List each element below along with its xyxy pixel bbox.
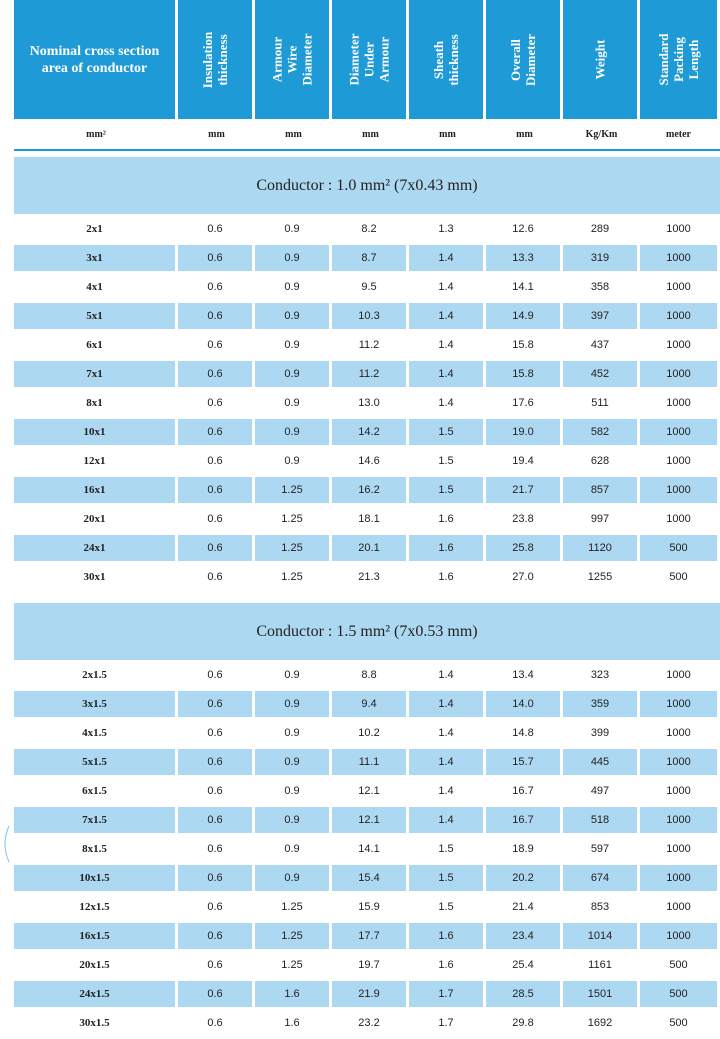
cell-packing-length: 1000: [640, 807, 717, 836]
cell-insulation: 0.6: [178, 662, 255, 691]
cell-armour-wire: 0.9: [255, 720, 332, 749]
cell-packing-length: 500: [640, 981, 717, 1010]
table-row: [14, 564, 720, 593]
cell-dia-under-armour: 12.1: [332, 778, 409, 807]
table-row: [14, 923, 720, 952]
cell-weight: 437: [563, 332, 640, 361]
cell-weight: 582: [563, 419, 640, 448]
section-title: Conductor : 1.5 mm² (7x0.53 mm): [14, 603, 720, 660]
cell-sheath: 1.4: [409, 662, 486, 691]
cell-overall-dia: 14.9: [486, 303, 563, 332]
table-row: [14, 894, 720, 923]
header-label: Armour Wire Diameter: [269, 33, 315, 86]
cell-size: 16x1: [14, 477, 178, 506]
cell-armour-wire: 0.9: [255, 836, 332, 865]
table-row: [14, 662, 720, 691]
header-label: Standard Packing Length: [656, 33, 701, 86]
table-row: [14, 749, 720, 778]
cell-armour-wire: 0.9: [255, 691, 332, 720]
cell-weight: 997: [563, 506, 640, 535]
cell-sheath: 1.7: [409, 1010, 486, 1039]
cell-insulation: 0.6: [178, 720, 255, 749]
cell-overall-dia: 29.8: [486, 1010, 563, 1039]
cell-dia-under-armour: 9.5: [332, 274, 409, 303]
cell-weight: 452: [563, 361, 640, 390]
cell-overall-dia: 16.7: [486, 807, 563, 836]
cell-sheath: 1.5: [409, 477, 486, 506]
cell-dia-under-armour: 14.6: [332, 448, 409, 477]
cell-sheath: 1.4: [409, 303, 486, 332]
header-label: Overall Diameter: [508, 33, 538, 86]
table-row: [14, 952, 720, 981]
table-header: [14, 0, 720, 119]
cell-insulation: 0.6: [178, 952, 255, 981]
unit-label: Kg/Km: [585, 128, 618, 140]
cell-packing-length: 1000: [640, 477, 717, 506]
cell-weight: 674: [563, 865, 640, 894]
cell-packing-length: 1000: [640, 303, 717, 332]
cell-packing-length: 1000: [640, 216, 717, 245]
cell-weight: 399: [563, 720, 640, 749]
cell-insulation: 0.6: [178, 894, 255, 923]
cell-size: 6x1: [14, 332, 178, 361]
cell-sheath: 1.5: [409, 836, 486, 865]
cell-armour-wire: 0.9: [255, 865, 332, 894]
cell-dia-under-armour: 14.2: [332, 419, 409, 448]
table-row: [14, 778, 720, 807]
cell-sheath: 1.4: [409, 749, 486, 778]
cell-size: 3x1: [14, 245, 178, 274]
cell-size: 4x1.5: [14, 720, 178, 749]
cell-size: 2x1.5: [14, 662, 178, 691]
header-label: Nominal cross section area of conductor: [29, 43, 160, 76]
cell-packing-length: 1000: [640, 720, 717, 749]
cell-insulation: 0.6: [178, 981, 255, 1010]
table-row: [14, 807, 720, 836]
cell-armour-wire: 1.25: [255, 923, 332, 952]
cell-sheath: 1.5: [409, 865, 486, 894]
cell-dia-under-armour: 21.9: [332, 981, 409, 1010]
table-row: [14, 448, 720, 477]
cell-armour-wire: 0.9: [255, 807, 332, 836]
cell-dia-under-armour: 15.4: [332, 865, 409, 894]
table-row: [14, 535, 720, 564]
cell-insulation: 0.6: [178, 477, 255, 506]
cell-dia-under-armour: 8.8: [332, 662, 409, 691]
cable-spec-table: [14, 0, 720, 1039]
cell-armour-wire: 0.9: [255, 390, 332, 419]
cell-packing-length: 1000: [640, 419, 717, 448]
cell-insulation: 0.6: [178, 749, 255, 778]
cell-size: 5x1: [14, 303, 178, 332]
cell-armour-wire: 1.25: [255, 477, 332, 506]
cell-overall-dia: 14.1: [486, 274, 563, 303]
units-row: [14, 119, 720, 151]
cell-weight: 518: [563, 807, 640, 836]
cell-packing-length: 1000: [640, 506, 717, 535]
table-row: [14, 720, 720, 749]
cell-sheath: 1.4: [409, 390, 486, 419]
cell-armour-wire: 0.9: [255, 274, 332, 303]
cell-overall-dia: 23.8: [486, 506, 563, 535]
cell-insulation: 0.6: [178, 448, 255, 477]
cell-sheath: 1.4: [409, 361, 486, 390]
cell-size: 12x1.5: [14, 894, 178, 923]
cell-insulation: 0.6: [178, 419, 255, 448]
cell-dia-under-armour: 8.2: [332, 216, 409, 245]
cell-armour-wire: 1.6: [255, 1010, 332, 1039]
cell-weight: 497: [563, 778, 640, 807]
cell-weight: 323: [563, 662, 640, 691]
table-row: [14, 303, 720, 332]
header-label: Diameter Under Armour: [346, 33, 392, 86]
table-row: [14, 477, 720, 506]
cell-packing-length: 1000: [640, 245, 717, 274]
cell-armour-wire: 0.9: [255, 303, 332, 332]
header-overall-diameter: [486, 0, 563, 119]
header-armour-wire-diameter: [255, 0, 332, 119]
cell-insulation: 0.6: [178, 361, 255, 390]
cell-dia-under-armour: 19.7: [332, 952, 409, 981]
header-insulation-thickness: [178, 0, 255, 119]
page-edge-mark: [0, 824, 10, 864]
cell-dia-under-armour: 15.9: [332, 894, 409, 923]
cell-size: 20x1.5: [14, 952, 178, 981]
cell-packing-length: 1000: [640, 691, 717, 720]
cell-armour-wire: 0.9: [255, 749, 332, 778]
cell-sheath: 1.6: [409, 952, 486, 981]
cell-overall-dia: 13.4: [486, 662, 563, 691]
cell-dia-under-armour: 8.7: [332, 245, 409, 274]
cell-sheath: 1.6: [409, 923, 486, 952]
table-row: [14, 865, 720, 894]
header-weight: [563, 0, 640, 119]
cell-dia-under-armour: 13.0: [332, 390, 409, 419]
table-row: [14, 390, 720, 419]
header-label: Sheath thickness: [431, 33, 461, 86]
cell-overall-dia: 18.9: [486, 836, 563, 865]
cell-insulation: 0.6: [178, 807, 255, 836]
cell-overall-dia: 16.7: [486, 778, 563, 807]
table-row: [14, 506, 720, 535]
cell-weight: 1014: [563, 923, 640, 952]
unit-label: mm: [208, 128, 225, 140]
cell-packing-length: 1000: [640, 836, 717, 865]
cell-sheath: 1.5: [409, 448, 486, 477]
cell-dia-under-armour: 11.1: [332, 749, 409, 778]
cell-packing-length: 1000: [640, 923, 717, 952]
cell-packing-length: 1000: [640, 778, 717, 807]
cell-armour-wire: 1.25: [255, 564, 332, 593]
cell-packing-length: 500: [640, 952, 717, 981]
header-sheath-thickness: [409, 0, 486, 119]
table-row: [14, 274, 720, 303]
cell-size: 20x1: [14, 506, 178, 535]
cell-size: 8x1: [14, 390, 178, 419]
cell-overall-dia: 23.4: [486, 923, 563, 952]
cell-insulation: 0.6: [178, 390, 255, 419]
cell-packing-length: 1000: [640, 390, 717, 419]
cell-weight: 1255: [563, 564, 640, 593]
unit-label: mm: [285, 128, 302, 140]
cell-dia-under-armour: 11.2: [332, 332, 409, 361]
cell-sheath: 1.7: [409, 981, 486, 1010]
cell-overall-dia: 14.8: [486, 720, 563, 749]
cell-insulation: 0.6: [178, 506, 255, 535]
cell-dia-under-armour: 10.3: [332, 303, 409, 332]
cell-sheath: 1.4: [409, 778, 486, 807]
cell-packing-length: 500: [640, 535, 717, 564]
cell-insulation: 0.6: [178, 216, 255, 245]
table-row: [14, 981, 720, 1010]
header-nominal-cross-section: [14, 0, 178, 119]
cell-dia-under-armour: 17.7: [332, 923, 409, 952]
cell-overall-dia: 27.0: [486, 564, 563, 593]
cell-insulation: 0.6: [178, 691, 255, 720]
cell-armour-wire: 1.6: [255, 981, 332, 1010]
table-row: [14, 1010, 720, 1039]
cell-insulation: 0.6: [178, 245, 255, 274]
header-label: Weight: [592, 39, 608, 80]
table-row: [14, 836, 720, 865]
cell-sheath: 1.5: [409, 894, 486, 923]
cell-insulation: 0.6: [178, 923, 255, 952]
cell-armour-wire: 0.9: [255, 361, 332, 390]
cell-sheath: 1.6: [409, 564, 486, 593]
cell-overall-dia: 13.3: [486, 245, 563, 274]
cell-size: 3x1.5: [14, 691, 178, 720]
cell-packing-length: 1000: [640, 749, 717, 778]
cell-armour-wire: 0.9: [255, 419, 332, 448]
cell-weight: 289: [563, 216, 640, 245]
cell-packing-length: 1000: [640, 894, 717, 923]
cell-sheath: 1.4: [409, 720, 486, 749]
cell-dia-under-armour: 12.1: [332, 807, 409, 836]
cell-insulation: 0.6: [178, 274, 255, 303]
cell-weight: 1120: [563, 535, 640, 564]
cell-size: 24x1.5: [14, 981, 178, 1010]
cell-packing-length: 500: [640, 564, 717, 593]
cell-overall-dia: 15.7: [486, 749, 563, 778]
cell-dia-under-armour: 18.1: [332, 506, 409, 535]
cell-sheath: 1.4: [409, 807, 486, 836]
cell-dia-under-armour: 16.2: [332, 477, 409, 506]
cell-weight: 597: [563, 836, 640, 865]
cell-packing-length: 500: [640, 1010, 717, 1039]
cell-weight: 319: [563, 245, 640, 274]
cell-insulation: 0.6: [178, 836, 255, 865]
cell-packing-length: 1000: [640, 332, 717, 361]
cell-overall-dia: 21.7: [486, 477, 563, 506]
cell-weight: 857: [563, 477, 640, 506]
cell-overall-dia: 28.5: [486, 981, 563, 1010]
cell-insulation: 0.6: [178, 303, 255, 332]
cell-packing-length: 1000: [640, 865, 717, 894]
cell-armour-wire: 0.9: [255, 216, 332, 245]
cell-packing-length: 1000: [640, 274, 717, 303]
cell-armour-wire: 0.9: [255, 245, 332, 274]
table-row: [14, 691, 720, 720]
cell-dia-under-armour: 10.2: [332, 720, 409, 749]
cell-packing-length: 1000: [640, 361, 717, 390]
cell-armour-wire: 1.25: [255, 952, 332, 981]
cell-overall-dia: 17.6: [486, 390, 563, 419]
cell-overall-dia: 15.8: [486, 361, 563, 390]
cell-insulation: 0.6: [178, 535, 255, 564]
cell-size: 6x1.5: [14, 778, 178, 807]
header-diameter-under-armour: [332, 0, 409, 119]
cell-packing-length: 1000: [640, 448, 717, 477]
cell-overall-dia: 14.0: [486, 691, 563, 720]
unit-label: meter: [666, 128, 691, 140]
cell-size: 7x1.5: [14, 807, 178, 836]
section-spacer: [14, 593, 720, 603]
cell-size: 2x1: [14, 216, 178, 245]
cell-insulation: 0.6: [178, 1010, 255, 1039]
cell-armour-wire: 1.25: [255, 535, 332, 564]
cell-armour-wire: 0.9: [255, 778, 332, 807]
unit-label: mm: [439, 128, 456, 140]
cell-dia-under-armour: 11.2: [332, 361, 409, 390]
cell-dia-under-armour: 20.1: [332, 535, 409, 564]
cell-armour-wire: 1.25: [255, 506, 332, 535]
cell-weight: 628: [563, 448, 640, 477]
cell-sheath: 1.6: [409, 535, 486, 564]
cell-overall-dia: 25.4: [486, 952, 563, 981]
cell-dia-under-armour: 23.2: [332, 1010, 409, 1039]
unit-label: mm²: [86, 128, 106, 140]
cell-insulation: 0.6: [178, 564, 255, 593]
cell-dia-under-armour: 14.1: [332, 836, 409, 865]
cell-sheath: 1.6: [409, 506, 486, 535]
cell-armour-wire: 0.9: [255, 332, 332, 361]
cell-weight: 445: [563, 749, 640, 778]
cell-weight: 358: [563, 274, 640, 303]
cell-weight: 1692: [563, 1010, 640, 1039]
cell-size: 12x1: [14, 448, 178, 477]
cell-weight: 359: [563, 691, 640, 720]
table-row: [14, 332, 720, 361]
cell-overall-dia: 19.4: [486, 448, 563, 477]
cell-insulation: 0.6: [178, 778, 255, 807]
cell-size: 24x1: [14, 535, 178, 564]
cell-overall-dia: 25.8: [486, 535, 563, 564]
cell-sheath: 1.4: [409, 245, 486, 274]
cell-overall-dia: 19.0: [486, 419, 563, 448]
cell-overall-dia: 20.2: [486, 865, 563, 894]
cell-dia-under-armour: 9.4: [332, 691, 409, 720]
unit-label: mm: [516, 128, 533, 140]
table-row: [14, 216, 720, 245]
cell-insulation: 0.6: [178, 865, 255, 894]
cell-sheath: 1.5: [409, 419, 486, 448]
cell-size: 10x1.5: [14, 865, 178, 894]
unit-label: mm: [362, 128, 379, 140]
cell-sheath: 1.4: [409, 332, 486, 361]
cell-size: 5x1.5: [14, 749, 178, 778]
cell-weight: 1161: [563, 952, 640, 981]
cell-dia-under-armour: 21.3: [332, 564, 409, 593]
table-body: [14, 151, 720, 1039]
cell-weight: 397: [563, 303, 640, 332]
table-row: [14, 361, 720, 390]
cell-size: 16x1.5: [14, 923, 178, 952]
cell-weight: 853: [563, 894, 640, 923]
cell-armour-wire: 1.25: [255, 894, 332, 923]
cell-size: 4x1: [14, 274, 178, 303]
cell-overall-dia: 12.6: [486, 216, 563, 245]
cell-weight: 1501: [563, 981, 640, 1010]
cell-size: 30x1: [14, 564, 178, 593]
cell-overall-dia: 15.8: [486, 332, 563, 361]
cell-armour-wire: 0.9: [255, 662, 332, 691]
cell-sheath: 1.3: [409, 216, 486, 245]
cell-armour-wire: 0.9: [255, 448, 332, 477]
cell-sheath: 1.4: [409, 274, 486, 303]
header-standard-packing-length: [640, 0, 717, 119]
cell-size: 8x1.5: [14, 836, 178, 865]
header-label: Insulation thickness: [200, 31, 230, 88]
cell-sheath: 1.4: [409, 691, 486, 720]
table-row: [14, 245, 720, 274]
cell-overall-dia: 21.4: [486, 894, 563, 923]
cell-packing-length: 1000: [640, 662, 717, 691]
cell-size: 7x1: [14, 361, 178, 390]
table-row: [14, 419, 720, 448]
cell-insulation: 0.6: [178, 332, 255, 361]
cell-size: 10x1: [14, 419, 178, 448]
cell-weight: 511: [563, 390, 640, 419]
cell-size: 30x1.5: [14, 1010, 178, 1039]
section-title: Conductor : 1.0 mm² (7x0.43 mm): [14, 157, 720, 214]
